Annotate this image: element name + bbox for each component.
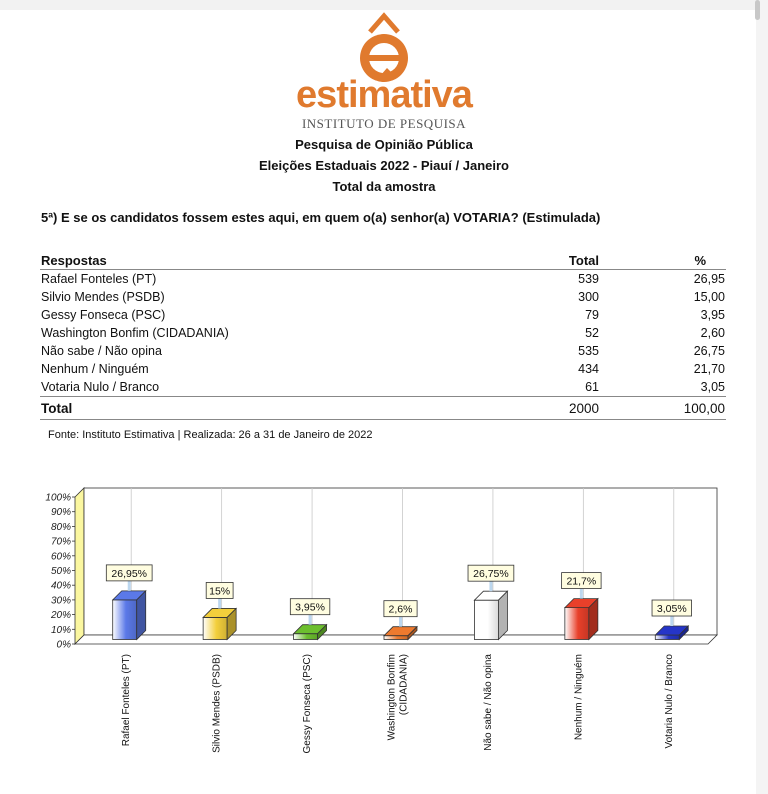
row-total: 300 [578,290,599,304]
data-label: 15% [209,585,231,598]
bar [655,635,679,639]
y-tick-label: 40% [50,580,71,592]
row-label: Votaria Nulo / Branco [41,380,160,394]
row-label: Silvio Mendes (PSDB) [41,290,165,304]
y-tick-label: 20% [50,610,71,622]
x-category-label: Não sabe / Não opina [482,654,494,751]
x-category-label: (CIDADANIA) [398,654,410,716]
table-row [40,378,726,397]
report-title: Pesquisa de Opinião Pública [295,137,473,152]
x-category-label: Gessy Fonseca (PSC) [302,654,314,754]
total-count: 2000 [480,397,600,420]
y-tick-label: 70% [50,536,71,548]
table-row [40,288,726,306]
row-total: 79 [585,308,599,322]
results-table [40,250,726,420]
row-percent: 15,00 [693,290,725,304]
header-percent: % [600,250,726,270]
y-tick-label: 0% [56,639,71,651]
table-row [40,324,726,342]
logo-wordmark: estimativa [296,74,472,116]
table-total-row [40,397,726,420]
row-label: Gessy Fonseca (PSC) [41,308,166,322]
table-header-row [40,250,726,270]
x-category-label: Rafael Fonteles (PT) [121,654,133,747]
x-category-label: Nenhum / Ninguém [573,654,585,741]
bar [113,600,137,640]
row-percent: 3,05 [700,380,725,394]
bar [203,617,227,639]
y-tick-label: 60% [50,551,71,563]
row-percent: 26,75 [693,344,725,358]
row-total: 61 [585,380,599,394]
y-tick-label: 10% [50,624,71,636]
x-category-label: Silvio Mendes (PSDB) [211,654,223,753]
data-label: 3,05% [656,603,687,616]
source-note: Fonte: Instituto Estimativa | Realizada: 26 a 31 de Janeiro de 2022 [48,429,373,441]
row-percent: 3,95 [700,308,725,322]
question-text: 5ª) E se os candidatos fossem estes aqui, em quem o(a) senhor(a) VOTARIA? (Estimulada) [41,210,601,225]
table-row [40,342,726,360]
bar-side [498,591,507,639]
row-total: 539 [578,272,599,286]
bar [384,636,408,640]
row-label: Nenhum / Ninguém [41,362,149,376]
data-label: 26,75% [473,568,509,581]
bar-side [137,591,146,640]
estimativa-logo [284,12,484,137]
row-label: Washington Bonfim (CIDADANIA) [41,326,229,340]
data-label: 2,6% [388,603,413,616]
y-tick-label: 90% [50,507,71,519]
bar [474,600,498,639]
row-total: 535 [578,344,599,358]
row-label: Rafael Fonteles (PT) [41,272,157,286]
report-subtitle: Eleições Estaduais 2022 - Piauí / Janeiro [258,158,509,173]
row-percent: 26,95 [693,272,725,286]
x-category-label: Votaria Nulo / Branco [663,654,675,749]
row-total: 52 [585,326,599,340]
y-tick-label: 30% [50,595,71,607]
bar [294,634,318,640]
row-percent: 21,70 [693,362,725,376]
viewer-top-bar [0,0,768,10]
header-total: Total [480,250,600,270]
table-row [40,306,726,324]
viewer-scroll-area[interactable] [756,0,768,794]
table-row [40,360,726,378]
data-label: 3,95% [295,601,325,614]
logo-subtitle: INSTITUTO DE PESQUISA [301,116,467,131]
row-percent: 2,60 [700,326,725,340]
bar-chart [40,475,730,785]
row-total: 434 [578,362,599,376]
header-respostas: Respostas [40,250,480,270]
data-label: 21,7% [566,575,597,588]
total-percent: 100,00 [600,397,726,420]
x-category-label: Washington Bonfim [386,654,398,741]
y-tick-label: 50% [50,566,71,577]
report-sample: Total da amostra [332,179,436,194]
y-tick-label: 100% [45,492,71,504]
table-row [40,270,726,289]
chart-side-wall [75,488,84,644]
total-label: Total [40,397,480,420]
scrollbar-thumb[interactable] [755,0,760,20]
data-label: 26,95% [111,567,148,580]
bar [565,608,589,640]
y-tick-label: 80% [50,521,71,533]
logo-emblem-icon [284,12,484,82]
row-label: Não sabe / Não opina [41,344,162,358]
